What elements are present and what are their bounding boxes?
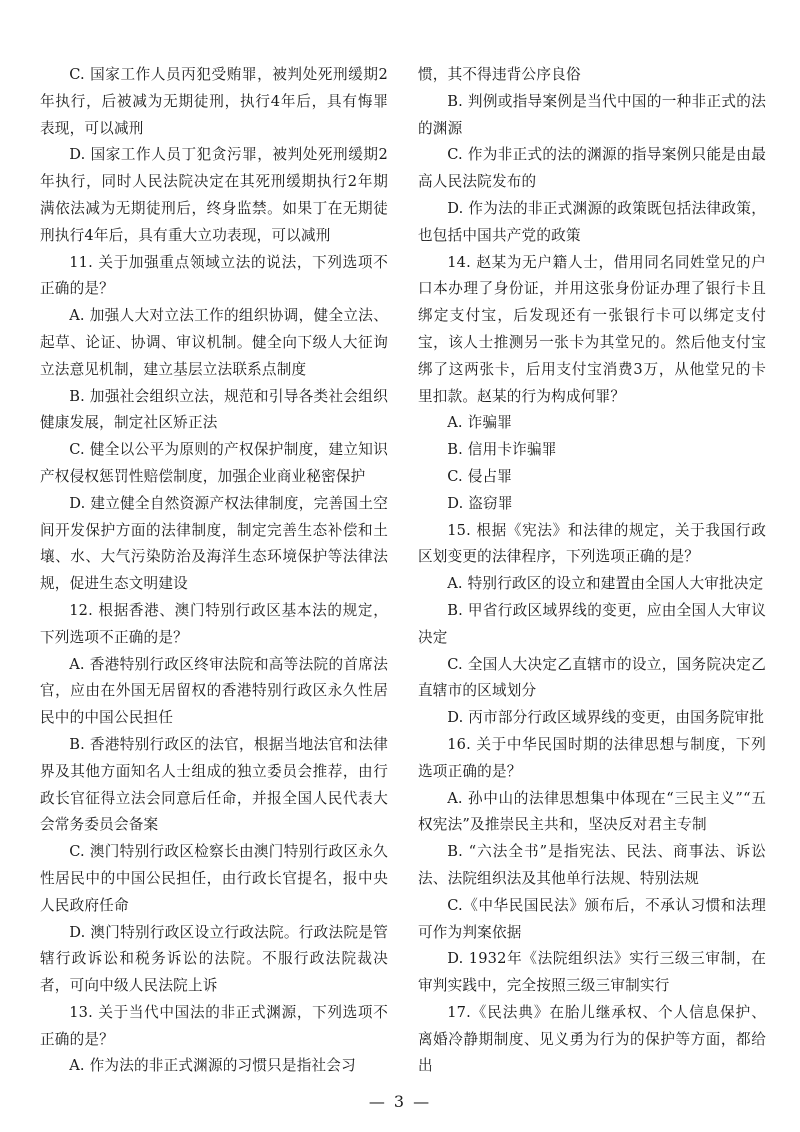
question-12: 12. 根据香港、澳门特别行政区基本法的规定，下列选项不正确的是？	[40, 601, 388, 646]
q12-option-d: D. 澳门特别行政区设立行政法院。行政法院是管辖行政诉讼和税务诉讼的法院。不服行政法院裁决者，可向中级人民法院上诉	[40, 923, 388, 995]
q13-option-b: B. 判例或指导案例是当代中国的一种非正式的法的渊源	[418, 92, 766, 137]
q16-option-b: B. “六法全书”是指宪法、民法、商事法、诉讼法、法院组织法及其他单行法规、特别法规	[418, 843, 766, 887]
q11-option-b: B. 加强社会组织立法，规范和引导各类社会组织健康发展，制定社区矫正法	[40, 387, 388, 432]
left-column	[40, 62, 388, 1080]
q16-option-d: D. 1932年《法院组织法》实行三级三审制，在审判实践中，完全按照三级三审制实行	[418, 950, 766, 995]
q15-option-c: C. 全国人大决定乙直辖市的设立，国务院决定乙直辖市的区域划分	[418, 655, 766, 700]
q14-option-d: D. 盗窃罪	[447, 494, 513, 512]
q13-option-a-continued: 惯，其不得违背公序良俗	[418, 66, 581, 83]
q13-option-d: D. 作为法的非正式渊源的政策既包括法律政策，也包括中国共产党的政策	[418, 199, 766, 244]
q12-option-b: B. 香港特别行政区的法官，根据当地法官和法律界及其他方面知名人士组成的独立委员会推荐，由行政长官征得立法会同意后任命，并报全国人民代表大会常务委员会备案	[40, 735, 388, 834]
question-17: 17.《民法典》在胎儿继承权、个人信息保护、离婚冷静期制度、见义勇为行为的保护等方面，都给出	[418, 1003, 766, 1075]
q16-option-a: A. 孙中山的法律思想集中体现在“三民主义”“五权宪法”及推崇民主共和，坚决反对君主专制	[418, 789, 766, 834]
question-15: 15. 根据《宪法》和法律的规定，关于我国行政区划变更的法律程序，下列选项正确的是？	[418, 521, 766, 566]
right-column	[418, 62, 766, 1080]
q14-option-a: A. 诈骗罪	[447, 414, 512, 432]
left-paragraph: C. 国家工作人员丙犯受贿罪，被判处死刑缓期2年执行，后被减为无期徒刑，执行4年后，具有悔罪表现，可以减刑	[40, 66, 388, 137]
left-paragraph: D. 国家工作人员丁犯贪污罪，被判处死刑缓期2年执行，同时人民法院决定在其死刑缓期执行2年期满依法减为无期徒刑后，终身监禁。如果丁在无期徒刑执行4年后，具有重大立功表现，可以减刑	[40, 146, 388, 244]
q13-option-a: A. 作为法的非正式渊源的习惯只是指社会习	[69, 1057, 356, 1075]
q11-option-d: D. 建立健全自然资源产权法律制度，完善国土空间开发保护方面的法律制度，制定完善生态补偿和土壤、水、大气污染防治及海洋生态环境保护等法律法规，促进生态文明建设	[40, 494, 388, 593]
q14-option-b: B. 信用卡诈骗罪	[447, 441, 557, 459]
q13-option-c: C. 作为非正式的法的渊源的指导案例只能是由最高人民法院发布的	[418, 146, 766, 191]
q15-option-a: A. 特别行政区的设立和建置由全国人大审批决定	[447, 575, 764, 593]
question-14: 14. 赵某为无户籍人士，借用同名同姓堂兄的户口本办理了身份证，并用这张身份证办理了银行卡且绑定支付宝，后发现还有一张银行卡可以绑定支付宝，该人士推测另一张卡为其堂兄的。然后他支付宝绑了这两张卡，后用支付宝消费3万，从他堂兄的卡里扣款。赵某的行为构成何罪？	[418, 253, 766, 405]
q11-option-c: C. 健全以公平为原则的产权保护制度，建立知识产权侵权惩罚性赔偿制度，加强企业商业秘密保护	[40, 441, 388, 485]
q11-option-a: A. 加强人大对立法工作的组织协调，健全立法、起草、论证、协调、审议机制。健全向下级人大征询立法意见机制，建立基层立法联系点制度	[40, 307, 388, 378]
question-11: 11. 关于加强重点领域立法的说法，下列选项不正确的是？	[40, 253, 388, 298]
q15-option-d: D. 丙市部分行政区域界线的变更，由国务院审批	[447, 709, 765, 727]
page-number: — 3 —	[368, 1092, 432, 1111]
q15-option-b: B. 甲省行政区域界线的变更，应由全国人大审议决定	[418, 601, 766, 646]
q16-option-c: C.《中华民国民法》颁布后，不承认习惯和法理可作为判案依据	[418, 896, 766, 941]
q14-option-c: C. 侵占罪	[447, 467, 513, 485]
q12-option-a: A. 香港特别行政区终审法院和高等法院的首席法官，应由在外国无居留权的香港特别行政区永久性居民中的中国公民担任	[40, 655, 388, 727]
q12-option-c: C. 澳门特别行政区检察长由澳门特别行政区永久性居民中的中国公民担任，由行政长官提名，报中央人民政府任命	[40, 843, 388, 914]
question-13: 13. 关于当代中国法的非正式渊源，下列选项不正确的是？	[40, 1003, 388, 1048]
question-16: 16. 关于中华民国时期的法律思想与制度，下列选项正确的是？	[418, 735, 766, 780]
